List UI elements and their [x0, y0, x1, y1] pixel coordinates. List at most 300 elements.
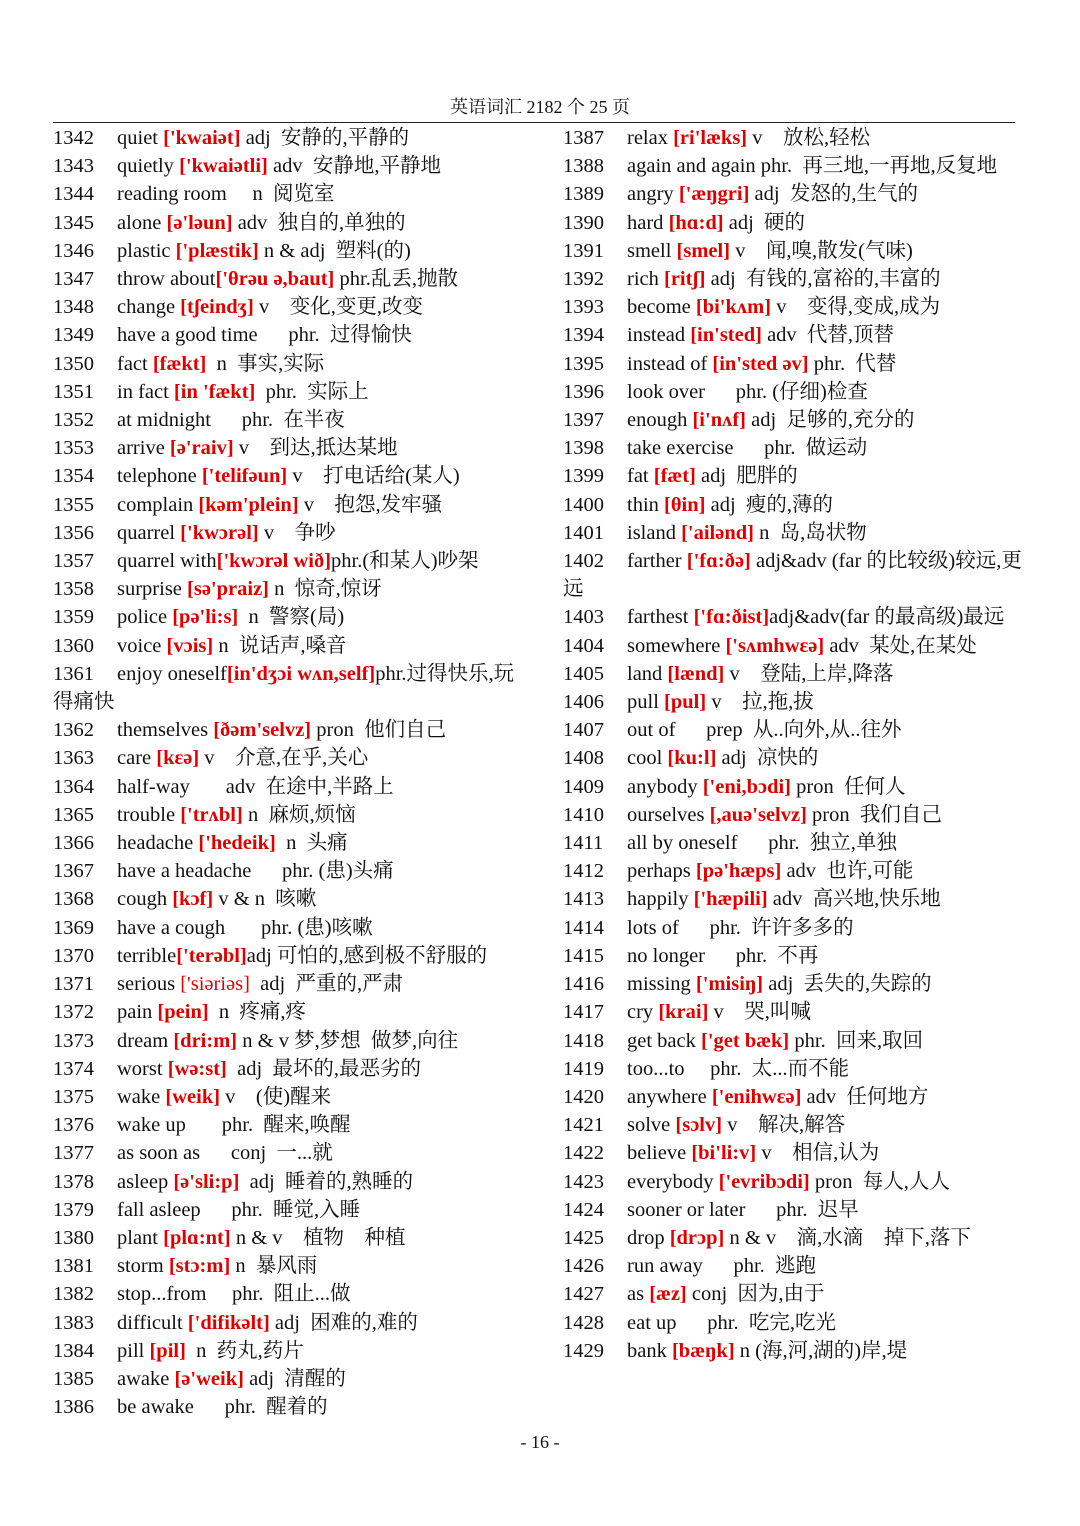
entry-word: somewhere [627, 634, 726, 657]
entry-number: 1424 [563, 1198, 604, 1221]
vocab-entry [53, 1055, 523, 1083]
entry-definition: n 头痛 [275, 832, 348, 855]
entry-number: 1396 [563, 380, 604, 403]
vocab-entry [53, 1224, 523, 1252]
entry-definition: adj 足够的,充分的 [746, 409, 915, 432]
entry-definition: adj 硬的 [723, 211, 806, 234]
entry-word: anywhere [627, 1085, 712, 1108]
entry-definition: phr. 做运动 [764, 437, 868, 460]
entry-phonetic: [in'sted] [690, 324, 762, 347]
entry-definition: adj 可怕的,感到极不舒服的 [246, 944, 488, 967]
entry-phonetic: [ðəm'selvz] [213, 719, 312, 742]
vocab-entry [53, 350, 523, 378]
entry-number: 1360 [53, 634, 94, 657]
entry-number: 1386 [53, 1396, 94, 1419]
entry-number: 1363 [53, 747, 94, 770]
entry-definition: phr. 逃跑 [733, 1255, 817, 1278]
entry-word: quietly [117, 155, 180, 178]
entry-definition: v 拉,拖,拔 [706, 691, 814, 714]
entry-phonetic: [dri:m] [173, 1029, 238, 1052]
vocab-entry [563, 1168, 1033, 1196]
entry-number: 1394 [563, 324, 604, 347]
entry-phonetic: ['misiŋ] [695, 973, 764, 996]
entry-definition: v 抱怨,发牢骚 [298, 493, 443, 516]
vocab-entry [53, 914, 523, 942]
entry-word: too...to [627, 1057, 711, 1080]
vocab-entry [563, 603, 1033, 631]
entry-word: drop [627, 1226, 670, 1249]
entry-word: asleep [117, 1170, 174, 1193]
vocab-entry [563, 744, 1033, 772]
entry-number: 1395 [563, 352, 604, 375]
entry-phonetic: ['eni,bɔdi] [702, 775, 792, 798]
entry-word: voice [117, 634, 167, 657]
entry-number: 1344 [53, 183, 94, 206]
vocab-entry [563, 885, 1033, 913]
entry-phonetic: [bi'kʌm] [695, 296, 772, 319]
entry-phonetic: ['evribɔdi] [718, 1170, 810, 1193]
entry-word: all by oneself [627, 832, 769, 855]
entry-phonetic: ['kwɔrəl wið] [216, 550, 332, 573]
vocab-entry [563, 491, 1033, 519]
entry-phonetic: [kɔf] [172, 888, 214, 911]
entry-phonetic: ['fɑ:ðist] [693, 606, 770, 629]
entry-phonetic: [pə'li:s] [172, 606, 239, 629]
vocab-entry [563, 632, 1033, 660]
vocab-entry [53, 434, 523, 462]
entry-number: 1345 [53, 211, 94, 234]
entry-phonetic: [ri'læks] [673, 127, 748, 149]
entry-phonetic: [lænd] [667, 662, 725, 685]
entry-number: 1399 [563, 465, 604, 488]
entry-phonetic: [i'nʌf] [692, 409, 747, 432]
vocab-entry [563, 462, 1033, 490]
vocab-entry [53, 660, 523, 716]
entry-word: pain [117, 1001, 158, 1024]
entry-number: 1358 [53, 578, 94, 601]
vocab-entry [53, 124, 523, 152]
entry-number: 1404 [563, 634, 604, 657]
entry-phonetic: [krai] [658, 1001, 709, 1024]
vocab-entry [563, 350, 1033, 378]
entry-word: awake [117, 1367, 175, 1390]
entry-word: ourselves [627, 803, 710, 826]
entry-phonetic: [vɔis] [166, 634, 214, 657]
entry-definition: v 放松,轻松 [747, 127, 871, 149]
vocab-entry [53, 152, 523, 180]
entry-definition: v 闻,嗅,散发(气味) [730, 239, 913, 262]
entry-number: 1406 [563, 691, 604, 714]
vocab-entry [563, 970, 1033, 998]
vocab-entry [53, 321, 523, 349]
page-header: 英语词汇 2182 个 25 页 [450, 97, 630, 117]
entry-phonetic: [ə'ləun] [166, 211, 233, 234]
entry-word: become [627, 296, 696, 319]
vocab-entry [53, 744, 523, 772]
vocab-entry [563, 660, 1033, 688]
entry-word: fat [627, 465, 654, 488]
entry-definition: conj 一...就 [230, 1142, 333, 1165]
entry-definition: n 警察(局) [238, 606, 345, 629]
vocab-entry [563, 519, 1033, 547]
vocab-entry [563, 124, 1033, 152]
vocab-entry [563, 1280, 1033, 1308]
entry-definition: phr. 许许多多的 [709, 916, 854, 939]
entry-number: 1374 [53, 1057, 94, 1080]
entry-definition: adj 发怒的,生气的 [749, 183, 918, 206]
vocab-entry [53, 885, 523, 913]
entry-number: 1364 [53, 775, 94, 798]
entry-word: terrible [117, 944, 177, 967]
entry-definition: n 疼痛,疼 [208, 1001, 307, 1024]
entry-number: 1352 [53, 409, 94, 432]
entry-number: 1402 [563, 550, 604, 573]
entry-word: quarrel with [117, 550, 217, 573]
entry-number: 1343 [53, 155, 94, 178]
entry-word: complain [117, 493, 199, 516]
entry-definition: n 岛,岛状物 [754, 521, 867, 544]
vocab-entry [563, 209, 1033, 237]
vocab-entry [563, 293, 1033, 321]
entry-definition: v 变化,变更,改变 [253, 296, 423, 319]
entry-word: as [627, 1283, 650, 1306]
entry-number: 1419 [563, 1057, 604, 1080]
entry-definition: n & adj 塑料(的) [258, 239, 411, 262]
entry-phonetic: [fækt] [152, 352, 207, 375]
entry-word: in fact [117, 380, 174, 403]
entry-number: 1423 [563, 1170, 604, 1193]
entry-number: 1373 [53, 1029, 94, 1052]
entry-number: 1377 [53, 1142, 94, 1165]
vocab-entry [563, 716, 1033, 744]
vocab-entry [53, 1139, 523, 1167]
entry-definition: phr. 代替 [808, 352, 897, 375]
entry-definition: v 登陆,上岸,降落 [724, 662, 894, 685]
entry-number: 1403 [563, 606, 604, 629]
entry-word: alone [117, 211, 167, 234]
entry-word: missing [627, 973, 696, 996]
entry-number: 1412 [563, 860, 604, 883]
vocab-entry [563, 237, 1033, 265]
entry-word: as soon as [117, 1142, 231, 1165]
vocab-entry [563, 378, 1033, 406]
entry-number: 1389 [563, 183, 604, 206]
entry-word: telephone [117, 465, 202, 488]
entry-word: pull [627, 691, 665, 714]
entry-word: plant [117, 1226, 164, 1249]
entry-word: take exercise [627, 437, 765, 460]
entry-definition: phr. 睡觉,入睡 [231, 1198, 361, 1221]
entry-definition: v 相信,认为 [756, 1142, 880, 1165]
entry-number: 1367 [53, 860, 94, 883]
entry-definition: n & v 梦,梦想 做梦,向往 [237, 1029, 459, 1052]
entry-definition: v & n 咳嗽 [213, 888, 317, 911]
entry-number: 1347 [53, 268, 94, 291]
left-column [53, 124, 523, 1421]
entry-number: 1388 [563, 155, 604, 178]
entry-definition: v 争吵 [258, 521, 336, 544]
entry-definition: pron 我们自己 [806, 803, 942, 826]
entry-word: instead [627, 324, 691, 347]
entry-number: 1378 [53, 1170, 94, 1193]
entry-definition: v 变得,变成,成为 [771, 296, 941, 319]
vocab-entry [563, 773, 1033, 801]
entry-word: trouble [117, 803, 181, 826]
entry-word: fact [117, 352, 153, 375]
entry-definition: adv 代替,顶替 [761, 324, 895, 347]
entry-number: 1400 [563, 493, 604, 516]
entry-definition: adj 睡着的,熟睡的 [239, 1170, 414, 1193]
entry-number: 1421 [563, 1114, 604, 1137]
entry-definition: adv 也许,可能 [781, 860, 914, 883]
entry-word: surprise [117, 578, 188, 601]
entry-word: police [117, 606, 173, 629]
vocab-entry [563, 857, 1033, 885]
entry-number: 1392 [563, 268, 604, 291]
entry-definition: v 打电话给(某人) [287, 465, 460, 488]
vocab-entry [53, 998, 523, 1026]
entry-definition: adj 困难的,难的 [269, 1311, 418, 1334]
vocab-entry [53, 1337, 523, 1365]
entry-definition: n 阅览室 [252, 183, 335, 206]
entry-phonetic: [ə'sli:p] [173, 1170, 240, 1193]
vocab-entry [53, 1365, 523, 1393]
entry-word: lots of [627, 916, 710, 939]
entry-number: 1420 [563, 1085, 604, 1108]
entry-word: stop...from [117, 1283, 233, 1306]
entry-number: 1346 [53, 239, 94, 262]
vocab-entry [563, 801, 1033, 829]
entry-number: 1375 [53, 1085, 94, 1108]
entry-definition: phr. 醒来,唤醒 [221, 1114, 351, 1137]
entry-phonetic: [æz] [649, 1283, 687, 1306]
entry-number: 1391 [563, 239, 604, 262]
vocab-entry [53, 378, 523, 406]
entry-word: sooner or later [627, 1198, 777, 1221]
entry-definition: phr. 迟早 [776, 1198, 859, 1221]
entry-word: cry [627, 1001, 659, 1024]
entry-definition: conj 因为,由于 [686, 1283, 825, 1306]
entry-number: 1370 [53, 944, 94, 967]
entry-word: hard [627, 211, 669, 234]
entry-definition: prep 从..向外,从..往外 [706, 719, 902, 742]
entry-definition: phr. 过得愉快 [288, 324, 412, 347]
vocab-entry [53, 829, 523, 857]
entry-definition: n (海,河,湖的)岸,堤 [734, 1339, 908, 1362]
vocab-entry [563, 1196, 1033, 1224]
right-column [563, 124, 1033, 1365]
entry-phonetic: [drɔp] [669, 1226, 725, 1249]
entry-word: relax [627, 127, 674, 149]
entry-word: perhaps [627, 860, 696, 883]
entry-word: land [627, 662, 668, 685]
entry-phonetic: [θin] [664, 493, 706, 516]
entry-number: 1355 [53, 493, 94, 516]
entry-number: 1362 [53, 719, 94, 742]
entry-phonetic: ['sʌmhwεə] [725, 634, 825, 657]
entry-definition: pron 他们自己 [311, 719, 447, 742]
entry-phonetic: [ku:l] [667, 747, 717, 770]
vocab-entry [563, 1224, 1033, 1252]
entry-word: themselves [117, 719, 214, 742]
vocab-entry [563, 152, 1033, 180]
entry-definition: pron 每人,人人 [809, 1170, 950, 1193]
entry-phonetic: ['kwaiətli] [179, 155, 268, 178]
entry-number: 1416 [563, 973, 604, 996]
entry-phonetic: [ə'weik] [174, 1367, 244, 1390]
entry-number: 1372 [53, 1001, 94, 1024]
vocab-entry [53, 1309, 523, 1337]
entry-word: farther [627, 550, 687, 573]
vocab-entry [53, 1393, 523, 1421]
entry-phonetic: [pul] [664, 691, 707, 714]
entry-definition: n 事实,实际 [206, 352, 325, 375]
entry-definition: phr. 在半夜 [241, 409, 345, 432]
entry-definition: adv 任何地方 [801, 1085, 929, 1108]
entry-phonetic: [weik] [165, 1085, 221, 1108]
vocab-entry [563, 1111, 1033, 1139]
entry-number: 1397 [563, 409, 604, 432]
entry-definition: phr. 实际上 [255, 380, 369, 403]
entry-number: 1385 [53, 1367, 94, 1390]
entry-phonetic: ['kwɔrəl] [180, 521, 259, 544]
vocab-entry [563, 914, 1033, 942]
entry-phonetic: ['hæpili] [693, 888, 768, 911]
entry-phonetic: ['kwaiət] [163, 127, 241, 149]
entry-phonetic: ['θrəu ə,baut] [215, 268, 335, 291]
vocab-entry [53, 632, 523, 660]
entry-number: 1350 [53, 352, 94, 375]
entry-phonetic: [plɑ:nt] [163, 1226, 231, 1249]
entry-number: 1415 [563, 944, 604, 967]
entry-number: 1398 [563, 437, 604, 460]
entry-definition: n 药丸,药片 [185, 1339, 304, 1362]
entry-definition: n 说话声,嗓音 [213, 634, 347, 657]
entry-number: 1342 [53, 127, 94, 149]
entry-definition: n 惊奇,惊讶 [269, 578, 382, 601]
entry-definition: phr.过得快乐,玩得痛快 [53, 662, 515, 714]
entry-number: 1393 [563, 296, 604, 319]
entry-definition: n 暴风雨 [230, 1255, 318, 1278]
entry-word: quiet [117, 127, 164, 149]
entry-word: be awake [117, 1396, 225, 1419]
entry-word: enjoy oneself [117, 662, 227, 685]
vocab-entry [53, 1111, 523, 1139]
entry-phonetic: [bæŋk] [671, 1339, 735, 1362]
vocab-entry [53, 1027, 523, 1055]
vocab-entry [53, 970, 523, 998]
vocab-entry [53, 603, 523, 631]
entry-definition: phr. 不再 [735, 944, 819, 967]
entry-word: rich [627, 268, 664, 291]
entry-phonetic: [ritʃ] [664, 268, 706, 291]
entry-phonetic: [hɑ:d] [668, 211, 724, 234]
entry-phonetic: ['get bæk] [701, 1029, 790, 1052]
entry-phonetic: ['trʌbl] [180, 803, 243, 826]
vocab-entry [53, 1168, 523, 1196]
entry-word: eat up [627, 1311, 708, 1334]
entry-phonetic: [sɔlv] [675, 1114, 723, 1137]
entry-number: 1349 [53, 324, 94, 347]
entry-definition: 再三地,一再地,反复地 [802, 155, 998, 178]
entry-number: 1356 [53, 521, 94, 544]
entry-number: 1348 [53, 296, 94, 319]
entry-word: instead of [627, 352, 713, 375]
entry-word: out of [627, 719, 707, 742]
entry-definition: n & v 滴,水滴 掉下,落下 [724, 1226, 971, 1249]
vocab-entry [53, 575, 523, 603]
entry-definition: phr. 太...而不能 [710, 1057, 850, 1080]
entry-number: 1366 [53, 832, 94, 855]
entry-phonetic: ['ailənd] [681, 521, 754, 544]
entry-phonetic: [smel] [676, 239, 731, 262]
entry-definition: v 介意,在乎,关心 [199, 747, 369, 770]
entry-definition: phr. (仔细)检查 [735, 380, 868, 403]
entry-number: 1382 [53, 1283, 94, 1306]
entry-definition: phr. 吃完,吃光 [707, 1311, 836, 1334]
entry-phonetic: [kəm'plein] [198, 493, 299, 516]
vocab-entry [563, 434, 1033, 462]
entry-number: 1425 [563, 1226, 604, 1249]
entry-definition: phr. 回来,取回 [789, 1029, 924, 1052]
vocab-entry [563, 998, 1033, 1026]
entry-word: get back [627, 1029, 701, 1052]
entry-number: 1401 [563, 521, 604, 544]
entry-number: 1369 [53, 916, 94, 939]
entry-definition: adj 清醒的 [243, 1367, 346, 1390]
entry-number: 1379 [53, 1198, 94, 1221]
entry-word: enough [627, 409, 693, 432]
entry-word: have a good time [117, 324, 289, 347]
vocab-entry [563, 688, 1033, 716]
entry-word: smell [627, 239, 677, 262]
entry-phonetic: [sə'praiz] [187, 578, 270, 601]
entry-phonetic: [tʃeindʒ] [180, 296, 254, 319]
entry-phonetic: [stɔ:m] [168, 1255, 231, 1278]
entry-word: at midnight [117, 409, 242, 432]
vocab-entry [53, 406, 523, 434]
entry-word: farthest [627, 606, 694, 629]
entry-phonetic: [pə'hæps] [695, 860, 782, 883]
entry-phonetic: ['siəriəs] [180, 973, 250, 996]
entry-word: look over [627, 380, 736, 403]
entry-phonetic: [pil] [149, 1339, 186, 1362]
entry-word: serious [117, 973, 181, 996]
entry-number: 1368 [53, 888, 94, 911]
entry-word: island [627, 521, 682, 544]
entry-definition: adj 凉快的 [716, 747, 819, 770]
entry-word: plastic [117, 239, 176, 262]
entry-definition: adj 丢失的,失踪的 [763, 973, 932, 996]
entry-phonetic: [bi'li:v] [691, 1142, 757, 1165]
entry-word: solve [627, 1114, 676, 1137]
vocab-entry [53, 209, 523, 237]
vocab-entry [53, 1252, 523, 1280]
entry-definition: adj 严重的,严肃 [249, 973, 404, 996]
vocab-entry [563, 1252, 1033, 1280]
entry-definition: adj&adv(far 的最高级)最远 [769, 606, 1005, 629]
entry-word: care [117, 747, 157, 770]
entry-phonetic: ['æŋgri] [678, 183, 750, 206]
entry-phonetic: ['terəbl] [176, 944, 247, 967]
entry-word: quarrel [117, 521, 181, 544]
entry-word: have a headache [117, 860, 283, 883]
entry-word: half-way [117, 775, 226, 798]
entry-number: 1384 [53, 1339, 94, 1362]
entry-phonetic: ['enihwεə] [711, 1085, 802, 1108]
vocab-entry [563, 406, 1033, 434]
entry-definition: v 到达,抵达某地 [233, 437, 398, 460]
